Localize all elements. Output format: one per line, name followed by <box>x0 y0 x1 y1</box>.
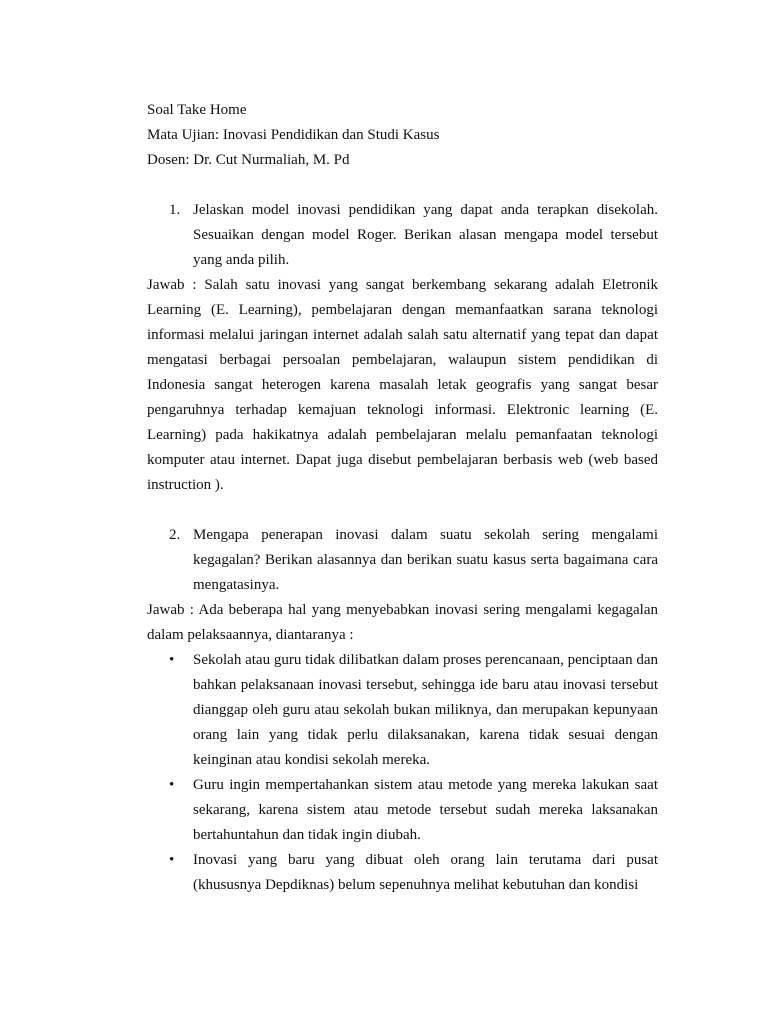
bullet-icon: • <box>169 852 175 868</box>
question-number: 2. <box>169 527 181 543</box>
bullet-icon: • <box>169 652 175 668</box>
list-item-text: Inovasi yang baru yang dibuat oleh orang lain terutama dari pusat (khususnya Depdiknas) belum sepenuhnya melihat kebutuhan dan kondisi <box>193 852 658 893</box>
spacer <box>147 498 658 523</box>
document-title: Soal Take Home <box>147 102 247 118</box>
list-item <box>147 773 658 848</box>
answer-1: Jawab : Salah satu inovasi yang sangat berkembang sekarang adalah Eletronik Learning (E. Learning), pembelajaran dengan memanfaatkan sarana teknologi informasi melalui jaringan internet adalah salah satu alternatif yang tepat dan dapat mengatasi berbagai persoalan pembelajaran, walaupun sistem pendidikan di Indonesia sangat heterogen karena masalah letak geografis yang sangat besar pengaruhnya terhadap kemajuan teknologi informasi. Elektronic learning (E. Learning) pada hakikatnya adalah pembelajaran melalu pemanfaatan teknologi komputer atau internet. Dapat juga disebut pembelajaran berbasis web (web based instruction ). <box>147 277 658 493</box>
document-body <box>147 98 658 898</box>
list-item-text: Sekolah atau guru tidak dilibatkan dalam proses perencanaan, penciptaan dan bahkan pelaksanaan inovasi tersebut, sehingga ide baru atau inovasi tersebut dianggap oleh guru atau sekolah bukan miliknya, dan merupakan kepunyaan orang lain yang tidak perlu dilaksanakan, karena tidak sesuai dengan keinginan atau kondisi sekolah mereka. <box>193 652 658 768</box>
answer-2: Jawab : Ada beberapa hal yang menyebabkan inovasi sering mengalami kegagalan dalam pelaksaannya, diantaranya : <box>147 602 658 643</box>
bullet-icon: • <box>169 777 175 793</box>
spacer <box>147 173 658 198</box>
question-number: 1. <box>169 202 181 218</box>
list-item-text: Guru ingin mempertahankan sistem atau metode yang mereka lakukan saat sekarang, karena sistem atau metode tersebut sudah mereka laksanakan bertahuntahun dan tidak ingin diubah. <box>193 777 658 843</box>
question-text: Jelaskan model inovasi pendidikan yang dapat anda terapkan disekolah. Sesuaikan dengan model Roger. Berikan alasan mengapa model tersebut yang anda pilih. <box>193 202 658 268</box>
list-item <box>147 848 658 898</box>
lecturer-name: Dosen: Dr. Cut Nurmaliah, M. Pd <box>147 152 350 168</box>
question-text: Mengapa penerapan inovasi dalam suatu sekolah sering mengalami kegagalan? Berikan alasannya dan berikan suatu kasus serta bagaimana cara mengatasinya. <box>193 527 658 593</box>
question-2 <box>147 523 658 598</box>
question-1 <box>147 198 658 273</box>
list-item <box>147 648 658 773</box>
exam-subject: Mata Ujian: Inovasi Pendidikan dan Studi Kasus <box>147 127 440 143</box>
